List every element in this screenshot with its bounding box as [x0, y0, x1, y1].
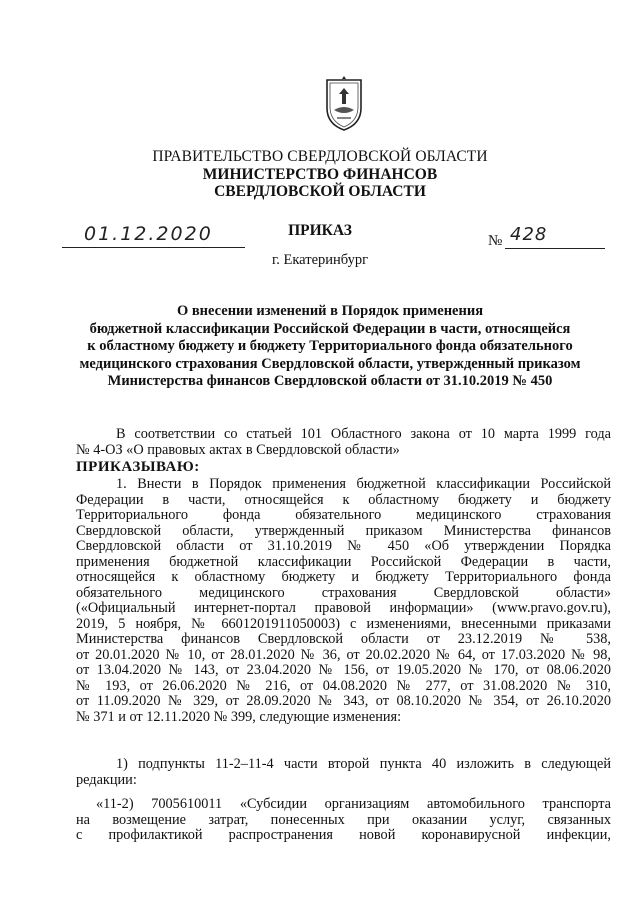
paragraph-line: № 193, от 26.06.2020 № 216, от 04.08.2020 № 277, от 31.08.2020 № 310,: [76, 677, 611, 694]
paragraph-line: Министерства финансов Свердловской области от 23.12.2019 № 538,: [76, 631, 611, 647]
paragraph-line: 2019, 5 ноября, № 6601201911050003) с изменениями, внесенными приказами: [76, 615, 611, 632]
paragraph-line: Свердловской области, утвержденный приказом Министерства финансов: [76, 522, 611, 539]
subject-line: бюджетной классификации Российской Федерации в части, относящейся: [89, 320, 571, 337]
order-date: 01.12.2020: [84, 223, 213, 245]
paragraph-line: относящейся к областному бюджету и бюджету Территориального фонда: [76, 569, 611, 585]
subparagraph-line: 1) подпункты 11-2–11-4 части второй пункта 40 изложить в следующей: [116, 756, 611, 772]
region-title: СВЕРДЛОВСКОЙ ОБЛАСТИ: [214, 183, 426, 200]
subparagraph-1: [76, 757, 611, 788]
number-sign: №: [488, 233, 503, 249]
paragraph-line: Федерации в части, относящейся к областному бюджету и бюджету: [76, 491, 611, 508]
city: г. Екатеринбург: [271, 252, 369, 268]
intro-line: В соответствии со статьей 101 Областного закона от 10 марта 1999 года: [116, 426, 611, 442]
intro-paragraph: [76, 427, 611, 458]
order-subject: [60, 303, 600, 391]
quote-line: на возмещение затрат, понесенных при оказании услуг, связанных: [76, 811, 611, 828]
prikazyvayu-heading: ПРИКАЗЫВАЮ:: [76, 459, 200, 475]
number-underline: [505, 248, 605, 249]
paragraph-line: от 20.01.2020 № 10, от 28.01.2020 № 36, от 20.02.2020 № 64, от 17.03.2020 № 98,: [76, 646, 611, 663]
date-underline: [62, 247, 245, 248]
paragraph-line: («Официальный интернет-портал правовой информации» (www.pravo.gov.ru),: [76, 600, 611, 616]
subject-line: медицинского страхования Свердловской области, утвержденный приказом: [79, 355, 581, 372]
paragraph-line: от 13.04.2020 № 143, от 23.04.2020 № 156, от 19.05.2020 № 170, от 08.06.2020: [76, 662, 611, 678]
quote-line: с профилактикой распространения новой коронавирусной инфекции,: [76, 827, 611, 843]
subject-line: Министерства финансов Свердловской области от 31.10.2019 № 450: [107, 373, 553, 389]
paragraph-line: применения бюджетной классификации Российской Федерации в части,: [76, 553, 611, 570]
paragraph-line: № 371 и от 12.11.2020 № 399, следующие изменения:: [76, 708, 402, 725]
paragraph-line: 1. Внести в Порядок применения бюджетной классификации Российской: [116, 476, 611, 492]
subparagraph-line: редакции:: [76, 771, 137, 788]
quote-line: «11-2) 7005610011 «Субсидии организациям автомобильного транспорта: [96, 796, 611, 812]
coat-of-arms-icon: [322, 74, 366, 132]
paragraph-line: Территориального фонда обязательного медицинского страхования: [76, 507, 611, 523]
paragraph-line: Свердловской области от 31.10.2019 № 450 «Об утверждении Порядка: [76, 538, 611, 554]
government-title: ПРАВИТЕЛЬСТВО СВЕРДЛОВСКОЙ ОБЛАСТИ: [152, 148, 488, 165]
paragraph-line: от 11.09.2020 № 329, от 28.09.2020 № 343, от 08.10.2020 № 354, от 26.10.2020: [76, 693, 611, 709]
order-title: ПРИКАЗ: [288, 222, 352, 239]
paragraph-line: обязательного медицинского страхования Свердловской области»: [76, 584, 611, 601]
paragraph-1: [76, 477, 611, 725]
subject-line: О внесении изменений в Порядок применения: [176, 303, 484, 319]
intro-line: № 4-ОЗ «О правовых актах в Свердловской области»: [76, 441, 400, 458]
subject-line: к областному бюджету и бюджету Территориального фонда обязательного: [87, 338, 573, 354]
ministry-title: МИНИСТЕРСТВО ФИНАНСОВ: [202, 166, 438, 183]
order-number: 428: [510, 224, 548, 245]
quoted-amendment: [76, 797, 611, 844]
